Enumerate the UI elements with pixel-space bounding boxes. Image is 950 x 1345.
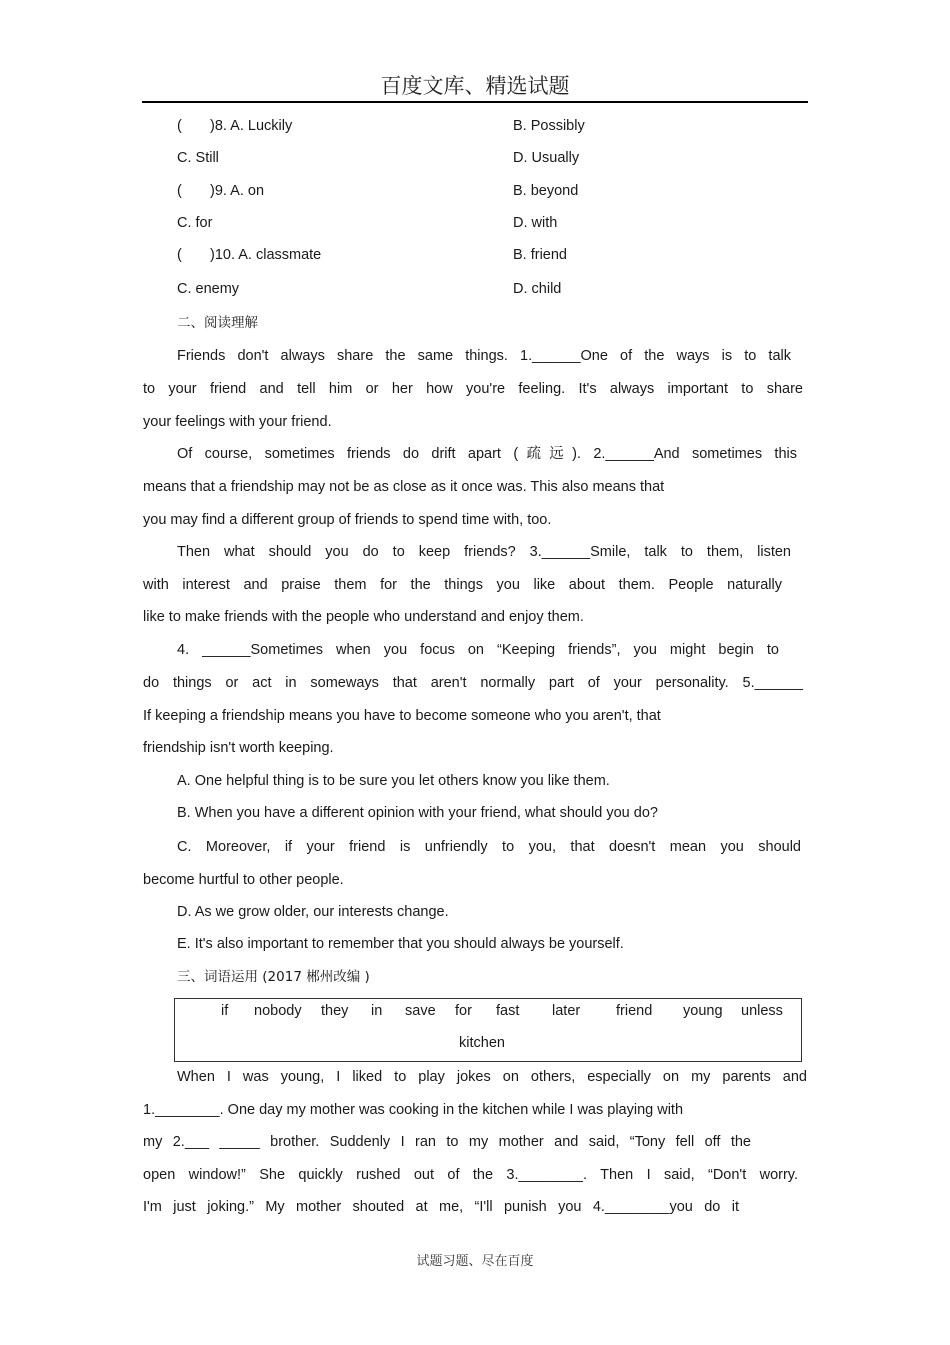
story-line: I'm just joking.” My mother shouted at me, “I'll punish you 4.________you do it (143, 1199, 739, 1215)
story-line: 1.________. One day my mother was cooking in the kitchen while I was playing with (143, 1102, 684, 1118)
word-bank-item: friend (616, 1003, 653, 1019)
choice-row (177, 281, 737, 301)
choice-row (177, 118, 737, 138)
section-heading-reading: 二、阅读理解 (177, 315, 258, 331)
choice-left: ( )9. A. on (177, 183, 265, 199)
word-bank-item: save (405, 1003, 436, 1019)
word-bank-item: for (455, 1003, 472, 1019)
page-header-title: 百度文库、精选试题 (380, 74, 570, 98)
passage-line: Friends don't always share the same things. 1.______One of the ways is to talk (177, 348, 791, 364)
word-bank-item: fast (496, 1003, 520, 1019)
word-bank-item: nobody (254, 1003, 302, 1019)
choice-left: C. Still (177, 150, 219, 166)
word-bank-item: young (683, 1003, 723, 1019)
passage-line: you may find a different group of friends to spend time with, too. (143, 512, 552, 528)
passage-line: do things or act in someways that aren't normally part of your personality. 5.______ (143, 675, 803, 691)
choice-right: D. with (513, 215, 558, 231)
passage-line: your feelings with your friend. (143, 414, 332, 430)
passage-line: means that a friendship may not be as close as it once was. This also means that (143, 479, 665, 495)
choice-right: D. Usually (513, 150, 580, 166)
passage-line: like to make friends with the people who understand and enjoy them. (143, 609, 584, 625)
answer-option: E. It's also important to remember that you should always be yourself. (177, 936, 624, 952)
choice-left: ( )10. A. classmate (177, 247, 322, 263)
story-line: When I was young, I liked to play jokes on others, especially on my parents and (177, 1069, 807, 1085)
word-bank-item: if (221, 1003, 229, 1019)
choice-right: B. beyond (513, 183, 579, 199)
choice-right: B. friend (513, 247, 567, 263)
word-bank-item: kitchen (459, 1035, 505, 1051)
passage-line: If keeping a friendship means you have to become someone who you aren't, that (143, 708, 661, 724)
answer-option: D. As we grow older, our interests change. (177, 904, 449, 920)
passage-line: to your friend and tell him or her how you're feeling. It's always important to share (143, 381, 803, 397)
answer-option: B. When you have a different opinion with your friend, what should you do? (177, 805, 658, 821)
story-line: my 2.___ _____ brother. Suddenly I ran to my mother and said, “Tony fell off the (143, 1134, 751, 1150)
page-footer: 试题习题、尽在百度 (416, 1254, 534, 1269)
choice-right: D. child (513, 281, 562, 297)
choice-row (177, 150, 737, 170)
section-heading-words: 三、词语运用 (2017 郴州改编 ) (177, 969, 370, 985)
choice-left: C. for (177, 215, 213, 231)
choice-left: C. enemy (177, 281, 240, 297)
word-bank-item: in (371, 1003, 383, 1019)
word-bank-box (174, 998, 802, 1062)
answer-option: A. One helpful thing is to be sure you let others know you like them. (177, 773, 610, 789)
word-bank-item: later (552, 1003, 581, 1019)
word-bank-item: unless (741, 1003, 783, 1019)
answer-option-continued: become hurtful to other people. (143, 872, 344, 888)
choice-row (177, 183, 737, 203)
choice-right: B. Possibly (513, 118, 585, 134)
choice-left: ( )8. A. Luckily (177, 118, 293, 134)
passage-line: friendship isn't worth keeping. (143, 740, 334, 756)
story-line: open window!” She quickly rushed out of the 3.________. Then I said, “Don't worry. (143, 1167, 798, 1183)
passage-line: Of course, sometimes friends do drift apart (疏远). 2.______And sometimes this (177, 446, 797, 462)
passage-line: with interest and praise them for the things you like about them. People naturally (143, 577, 782, 593)
word-bank-item: they (321, 1003, 349, 1019)
passage-line: 4. ______Sometimes when you focus on “Keeping friends”, you might begin to (177, 642, 779, 658)
choice-row (177, 215, 737, 235)
choice-row (177, 247, 737, 267)
passage-line: Then what should you do to keep friends? 3.______Smile, talk to them, listen (177, 544, 791, 560)
header-rule (142, 101, 808, 103)
answer-option: C. Moreover, if your friend is unfriendly to you, that doesn't mean you should (177, 839, 801, 855)
